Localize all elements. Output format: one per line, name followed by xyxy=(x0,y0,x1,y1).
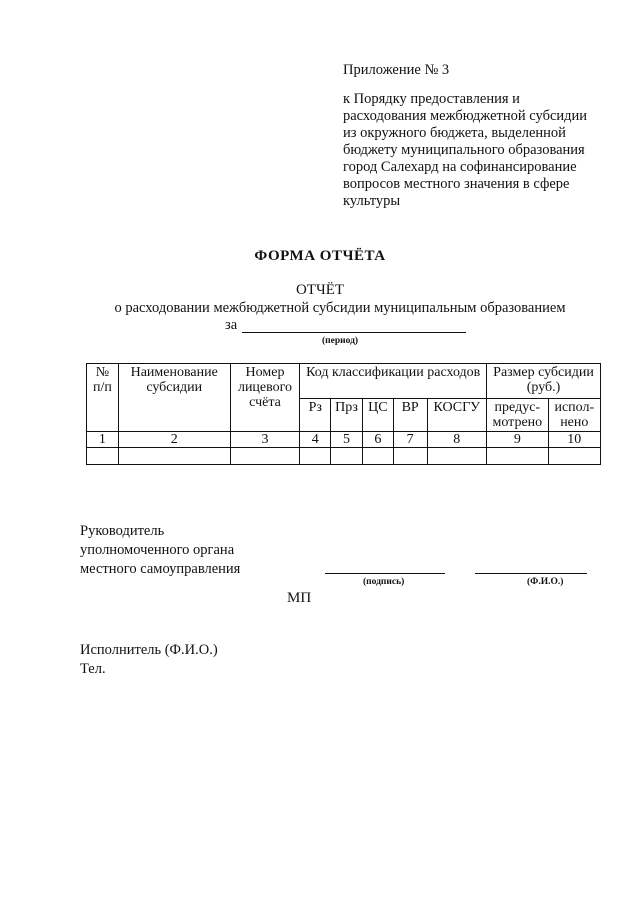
table-row-empty xyxy=(87,448,601,465)
column-number: 1 xyxy=(87,432,119,448)
header-number: № п/п xyxy=(87,364,119,432)
empty-cell xyxy=(230,448,300,465)
subheader-executed: испол-нено xyxy=(548,399,600,432)
executor-block xyxy=(80,641,218,679)
empty-cell xyxy=(331,448,363,465)
signature-caption: (подпись) xyxy=(363,577,405,587)
signature-role-line: Руководитель xyxy=(80,523,165,539)
table-header-row xyxy=(87,364,601,399)
empty-cell xyxy=(548,448,600,465)
subheader-planned: предус-мотрено xyxy=(487,399,549,432)
executor-phone: Тел. xyxy=(80,661,106,677)
appendix-line: культуры xyxy=(343,193,401,209)
name-caption: (Ф.И.О.) xyxy=(527,577,564,587)
empty-cell xyxy=(427,448,487,465)
period-caption: (период) xyxy=(322,336,359,346)
form-title: ФОРМА ОТЧЁТА xyxy=(254,248,386,264)
appendix-line: бюджету муниципального образования xyxy=(343,142,585,158)
period-prefix: за xyxy=(225,317,238,333)
column-number: 7 xyxy=(393,432,427,448)
signature-blank-line xyxy=(325,573,445,574)
column-number: 4 xyxy=(300,432,331,448)
column-number: 6 xyxy=(362,432,393,448)
appendix-line: к Порядку предоставления и xyxy=(343,91,520,107)
empty-cell xyxy=(393,448,427,465)
header-expense-code: Код классификации расходов xyxy=(300,364,487,399)
report-title: ОТЧЁТ xyxy=(295,282,345,298)
empty-cell xyxy=(300,448,331,465)
appendix-title: Приложение № 3 xyxy=(343,62,450,78)
appendix-line: город Салехард на софинансирование xyxy=(343,159,577,175)
name-blank-line xyxy=(475,573,587,574)
subheader-kosgu: КОСГУ xyxy=(427,399,487,432)
column-number: 3 xyxy=(230,432,300,448)
column-number: 5 xyxy=(331,432,363,448)
signature-role-line: местного самоуправления xyxy=(80,561,241,577)
subheader-cs: ЦС xyxy=(362,399,393,432)
appendix-line: вопросов местного значения в сфере xyxy=(343,176,570,192)
subheader-prz: Прз xyxy=(331,399,363,432)
subheader-vr: ВР xyxy=(393,399,427,432)
appendix-lines xyxy=(343,91,613,210)
appendix-line: расходования межбюджетной субсидии xyxy=(343,108,588,124)
stamp-placeholder: МП xyxy=(287,590,312,606)
executor-name: Исполнитель (Ф.И.О.) xyxy=(80,642,218,658)
empty-cell xyxy=(487,448,549,465)
empty-cell xyxy=(87,448,119,465)
table-row-column-numbers xyxy=(87,432,601,448)
header-account-number: Номер лицевого счёта xyxy=(230,364,300,432)
header-subsidy-name: Наименование субсидии xyxy=(118,364,230,432)
column-number: 2 xyxy=(118,432,230,448)
empty-cell xyxy=(118,448,230,465)
period-blank-line xyxy=(242,332,466,333)
column-number: 10 xyxy=(548,432,600,448)
signature-role-line: уполномоченного органа xyxy=(80,542,235,558)
header-subsidy-amount: Размер субсидии (руб.) xyxy=(487,364,601,399)
report-subtitle: о расходовании межбюджетной субсидии муниципальным образованием xyxy=(114,300,566,316)
appendix-block xyxy=(343,62,613,210)
appendix-line: из окружного бюджета, выделенной xyxy=(343,125,566,141)
column-number: 8 xyxy=(427,432,487,448)
signature-role-block xyxy=(80,522,240,579)
report-table xyxy=(86,363,601,465)
empty-cell xyxy=(362,448,393,465)
subheader-rz: Рз xyxy=(300,399,331,432)
column-number: 9 xyxy=(487,432,549,448)
